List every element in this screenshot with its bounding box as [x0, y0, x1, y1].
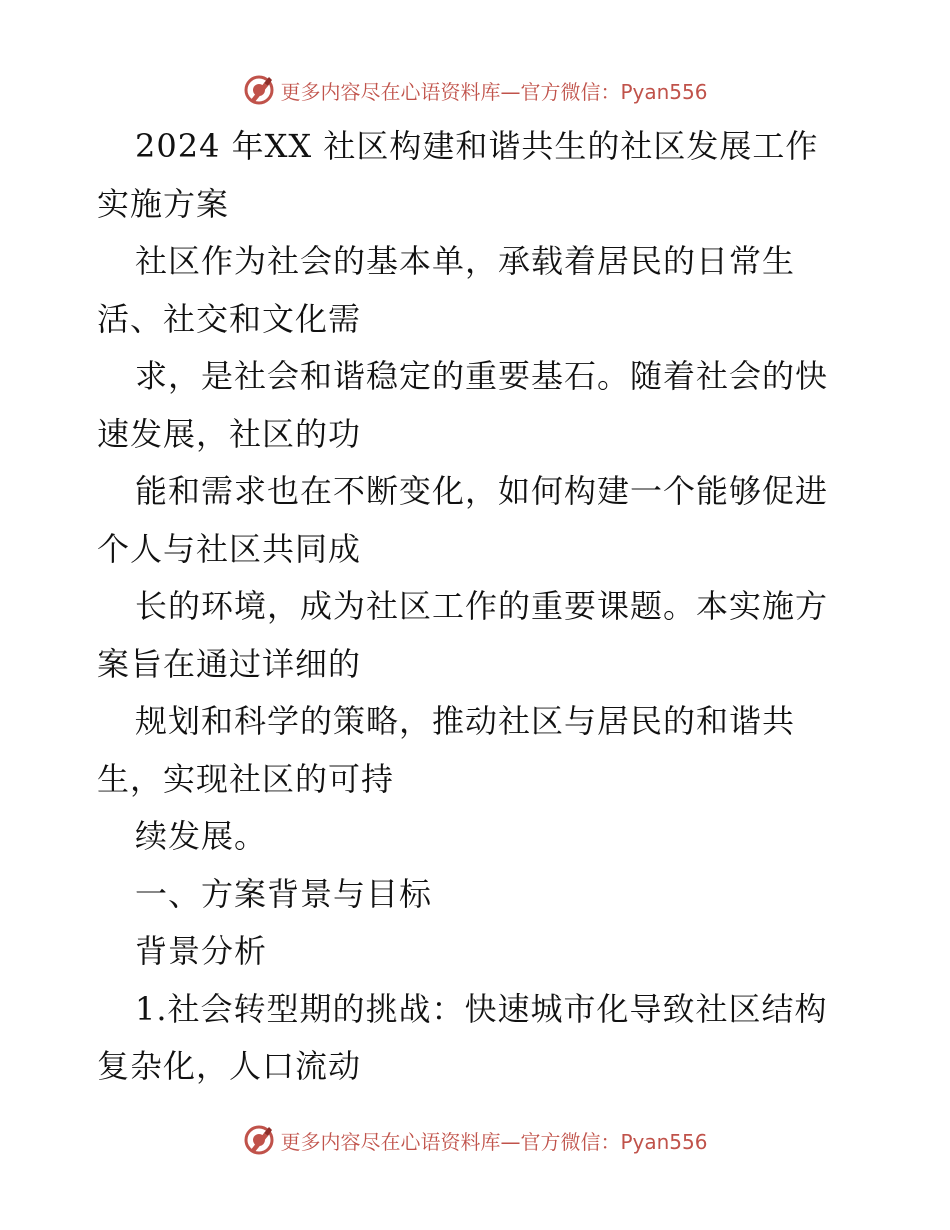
document-body [97, 118, 857, 1096]
document-line: 活、社交和文化需 [97, 299, 362, 338]
document-line: 续发展。 [135, 817, 268, 855]
document-line: 2024 年XX 社区构建和谐共生的社区发展工作 [135, 127, 819, 165]
document-line: 生，实现社区的可持 [97, 759, 395, 798]
document-line: 1.社会转型期的挑战：快速城市化导致社区结构 [135, 989, 828, 1028]
document-line: 规划和科学的策略，推动社区与居民的和谐共 [135, 702, 796, 740]
document-line: 实施方案 [97, 184, 230, 223]
document-line: 复杂化，人口流动 [97, 1047, 362, 1085]
pen-logo-icon [242, 1123, 276, 1157]
document-line: 求，是社会和谐稳定的重要基石。随着社会的快 [135, 357, 829, 395]
header-banner [0, 70, 950, 110]
document-line: 长的环境，成为社区工作的重要课题。本实施方 [135, 587, 829, 625]
document-line: 一、方案背景与目标 [135, 874, 433, 913]
document-line: 背景分析 [135, 932, 268, 970]
document-line: 社区作为社会的基本单，承载着居民的日常生 [135, 242, 796, 280]
pen-logo-icon [242, 73, 276, 107]
document-line: 个人与社区共同成 [97, 529, 362, 568]
banner-text: 更多内容尽在心语资料库—官方微信：Pyan556 [280, 79, 708, 104]
document-line: 案旨在通过详细的 [97, 644, 362, 683]
document-line: 能和需求也在不断变化，如何构建一个能够促进 [135, 472, 829, 510]
banner-text: 更多内容尽在心语资料库—官方微信：Pyan556 [280, 1129, 708, 1154]
document-line: 速发展，社区的功 [97, 414, 362, 453]
footer-banner [0, 1120, 950, 1160]
